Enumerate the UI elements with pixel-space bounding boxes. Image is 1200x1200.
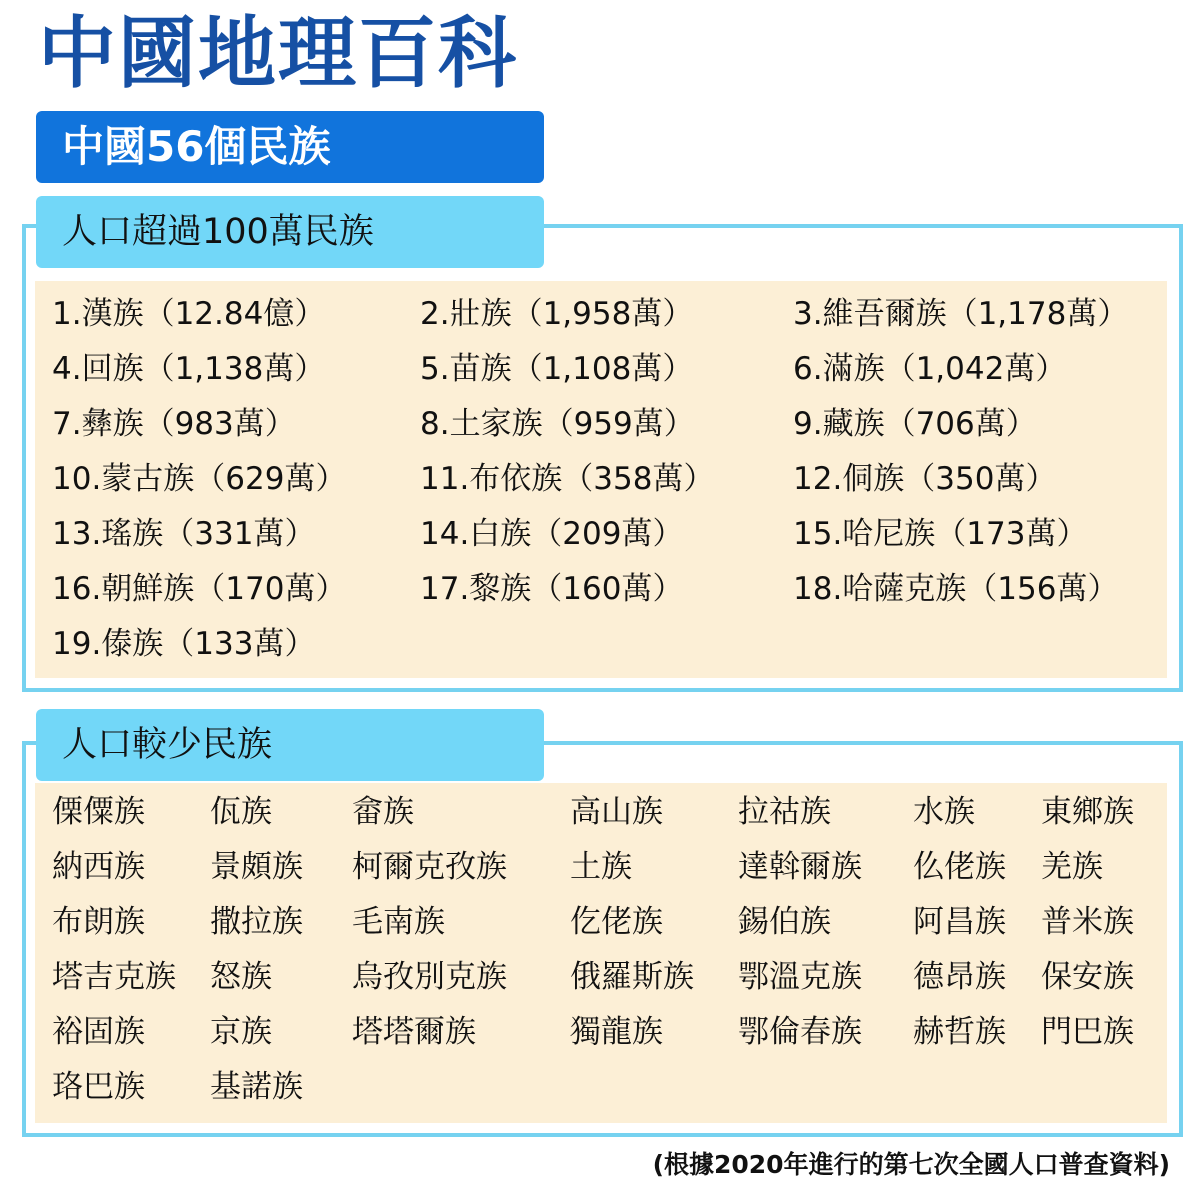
major-group-item: 16.朝鮮族（170萬） (52, 571, 347, 607)
minor-group-item: 高山族 (570, 794, 663, 830)
minor-group-item: 怒族 (210, 959, 272, 995)
major-group-item: 8.土家族（959萬） (420, 406, 695, 442)
minor-group-item: 烏孜別克族 (352, 959, 507, 995)
minor-group-item: 東鄉族 (1041, 794, 1134, 830)
minor-group-item: 達斡爾族 (738, 849, 862, 885)
minor-group-item: 羌族 (1041, 849, 1103, 885)
minor-group-item: 保安族 (1041, 959, 1134, 995)
minor-group-item: 仡佬族 (570, 904, 663, 940)
minor-group-item: 裕固族 (52, 1014, 145, 1050)
minor-group-item: 阿昌族 (913, 904, 1006, 940)
major-group-item: 9.藏族（706萬） (793, 406, 1037, 442)
major-group-item: 12.侗族（350萬） (793, 461, 1057, 497)
minor-group-item: 佤族 (210, 794, 272, 830)
minor-group-item: 畲族 (352, 794, 414, 830)
minor-group-item: 錫伯族 (738, 904, 831, 940)
major-group-item: 2.壯族（1,958萬） (420, 296, 694, 332)
major-group-item: 6.滿族（1,042萬） (793, 351, 1067, 387)
minor-group-item: 門巴族 (1041, 1014, 1134, 1050)
minor-group-item: 拉祜族 (738, 794, 831, 830)
minor-group-item: 鄂倫春族 (738, 1014, 862, 1050)
minor-group-item: 仫佬族 (913, 849, 1006, 885)
minor-group-item: 納西族 (52, 849, 145, 885)
minor-group-item: 塔塔爾族 (352, 1014, 476, 1050)
minor-group-item: 珞巴族 (52, 1069, 145, 1105)
major-groups-label (36, 196, 544, 268)
page-title: 中國地理百科 (38, 9, 519, 99)
major-group-item: 18.哈薩克族（156萬） (793, 571, 1119, 607)
major-group-item: 13.瑤族（331萬） (52, 516, 316, 552)
minor-group-item: 毛南族 (352, 904, 445, 940)
minor-group-item: 傈僳族 (52, 794, 145, 830)
major-groups-label-text: 人口超過100萬民族 (62, 212, 374, 252)
minor-group-item: 俄羅斯族 (570, 959, 694, 995)
source-footnote: (根據2020年進行的第七次全國人口普查資料) (652, 1150, 1170, 1179)
minor-groups-panel (35, 783, 1167, 1123)
subtitle-banner (36, 111, 544, 183)
major-group-item: 17.黎族（160萬） (420, 571, 684, 607)
minor-groups-label-text: 人口較少民族 (62, 725, 273, 765)
minor-group-item: 水族 (913, 794, 975, 830)
minor-group-item: 鄂溫克族 (738, 959, 862, 995)
subtitle-text: 中國56個民族 (62, 122, 331, 171)
minor-group-item: 德昂族 (913, 959, 1006, 995)
minor-group-item: 布朗族 (52, 904, 145, 940)
minor-group-item: 塔吉克族 (52, 959, 176, 995)
major-group-item: 19.傣族（133萬） (52, 626, 316, 662)
major-group-item: 15.哈尼族（173萬） (793, 516, 1088, 552)
major-group-item: 1.漢族（12.84億） (52, 296, 326, 332)
major-group-item: 11.布依族（358萬） (420, 461, 715, 497)
minor-group-item: 撒拉族 (210, 904, 303, 940)
major-group-item: 14.白族（209萬） (420, 516, 684, 552)
minor-group-item: 景頗族 (210, 849, 303, 885)
minor-groups-label (36, 709, 544, 781)
major-group-item: 3.維吾爾族（1,178萬） (793, 296, 1129, 332)
major-group-item: 7.彝族（983萬） (52, 406, 296, 442)
minor-group-item: 赫哲族 (913, 1014, 1006, 1050)
major-group-item: 5.苗族（1,108萬） (420, 351, 694, 387)
minor-group-item: 獨龍族 (570, 1014, 663, 1050)
minor-group-item: 土族 (570, 849, 632, 885)
minor-group-item: 柯爾克孜族 (352, 849, 507, 885)
minor-group-item: 京族 (210, 1014, 272, 1050)
major-group-item: 10.蒙古族（629萬） (52, 461, 347, 497)
minor-group-item: 普米族 (1041, 904, 1134, 940)
major-group-item: 4.回族（1,138萬） (52, 351, 326, 387)
minor-group-item: 基諾族 (210, 1069, 303, 1105)
